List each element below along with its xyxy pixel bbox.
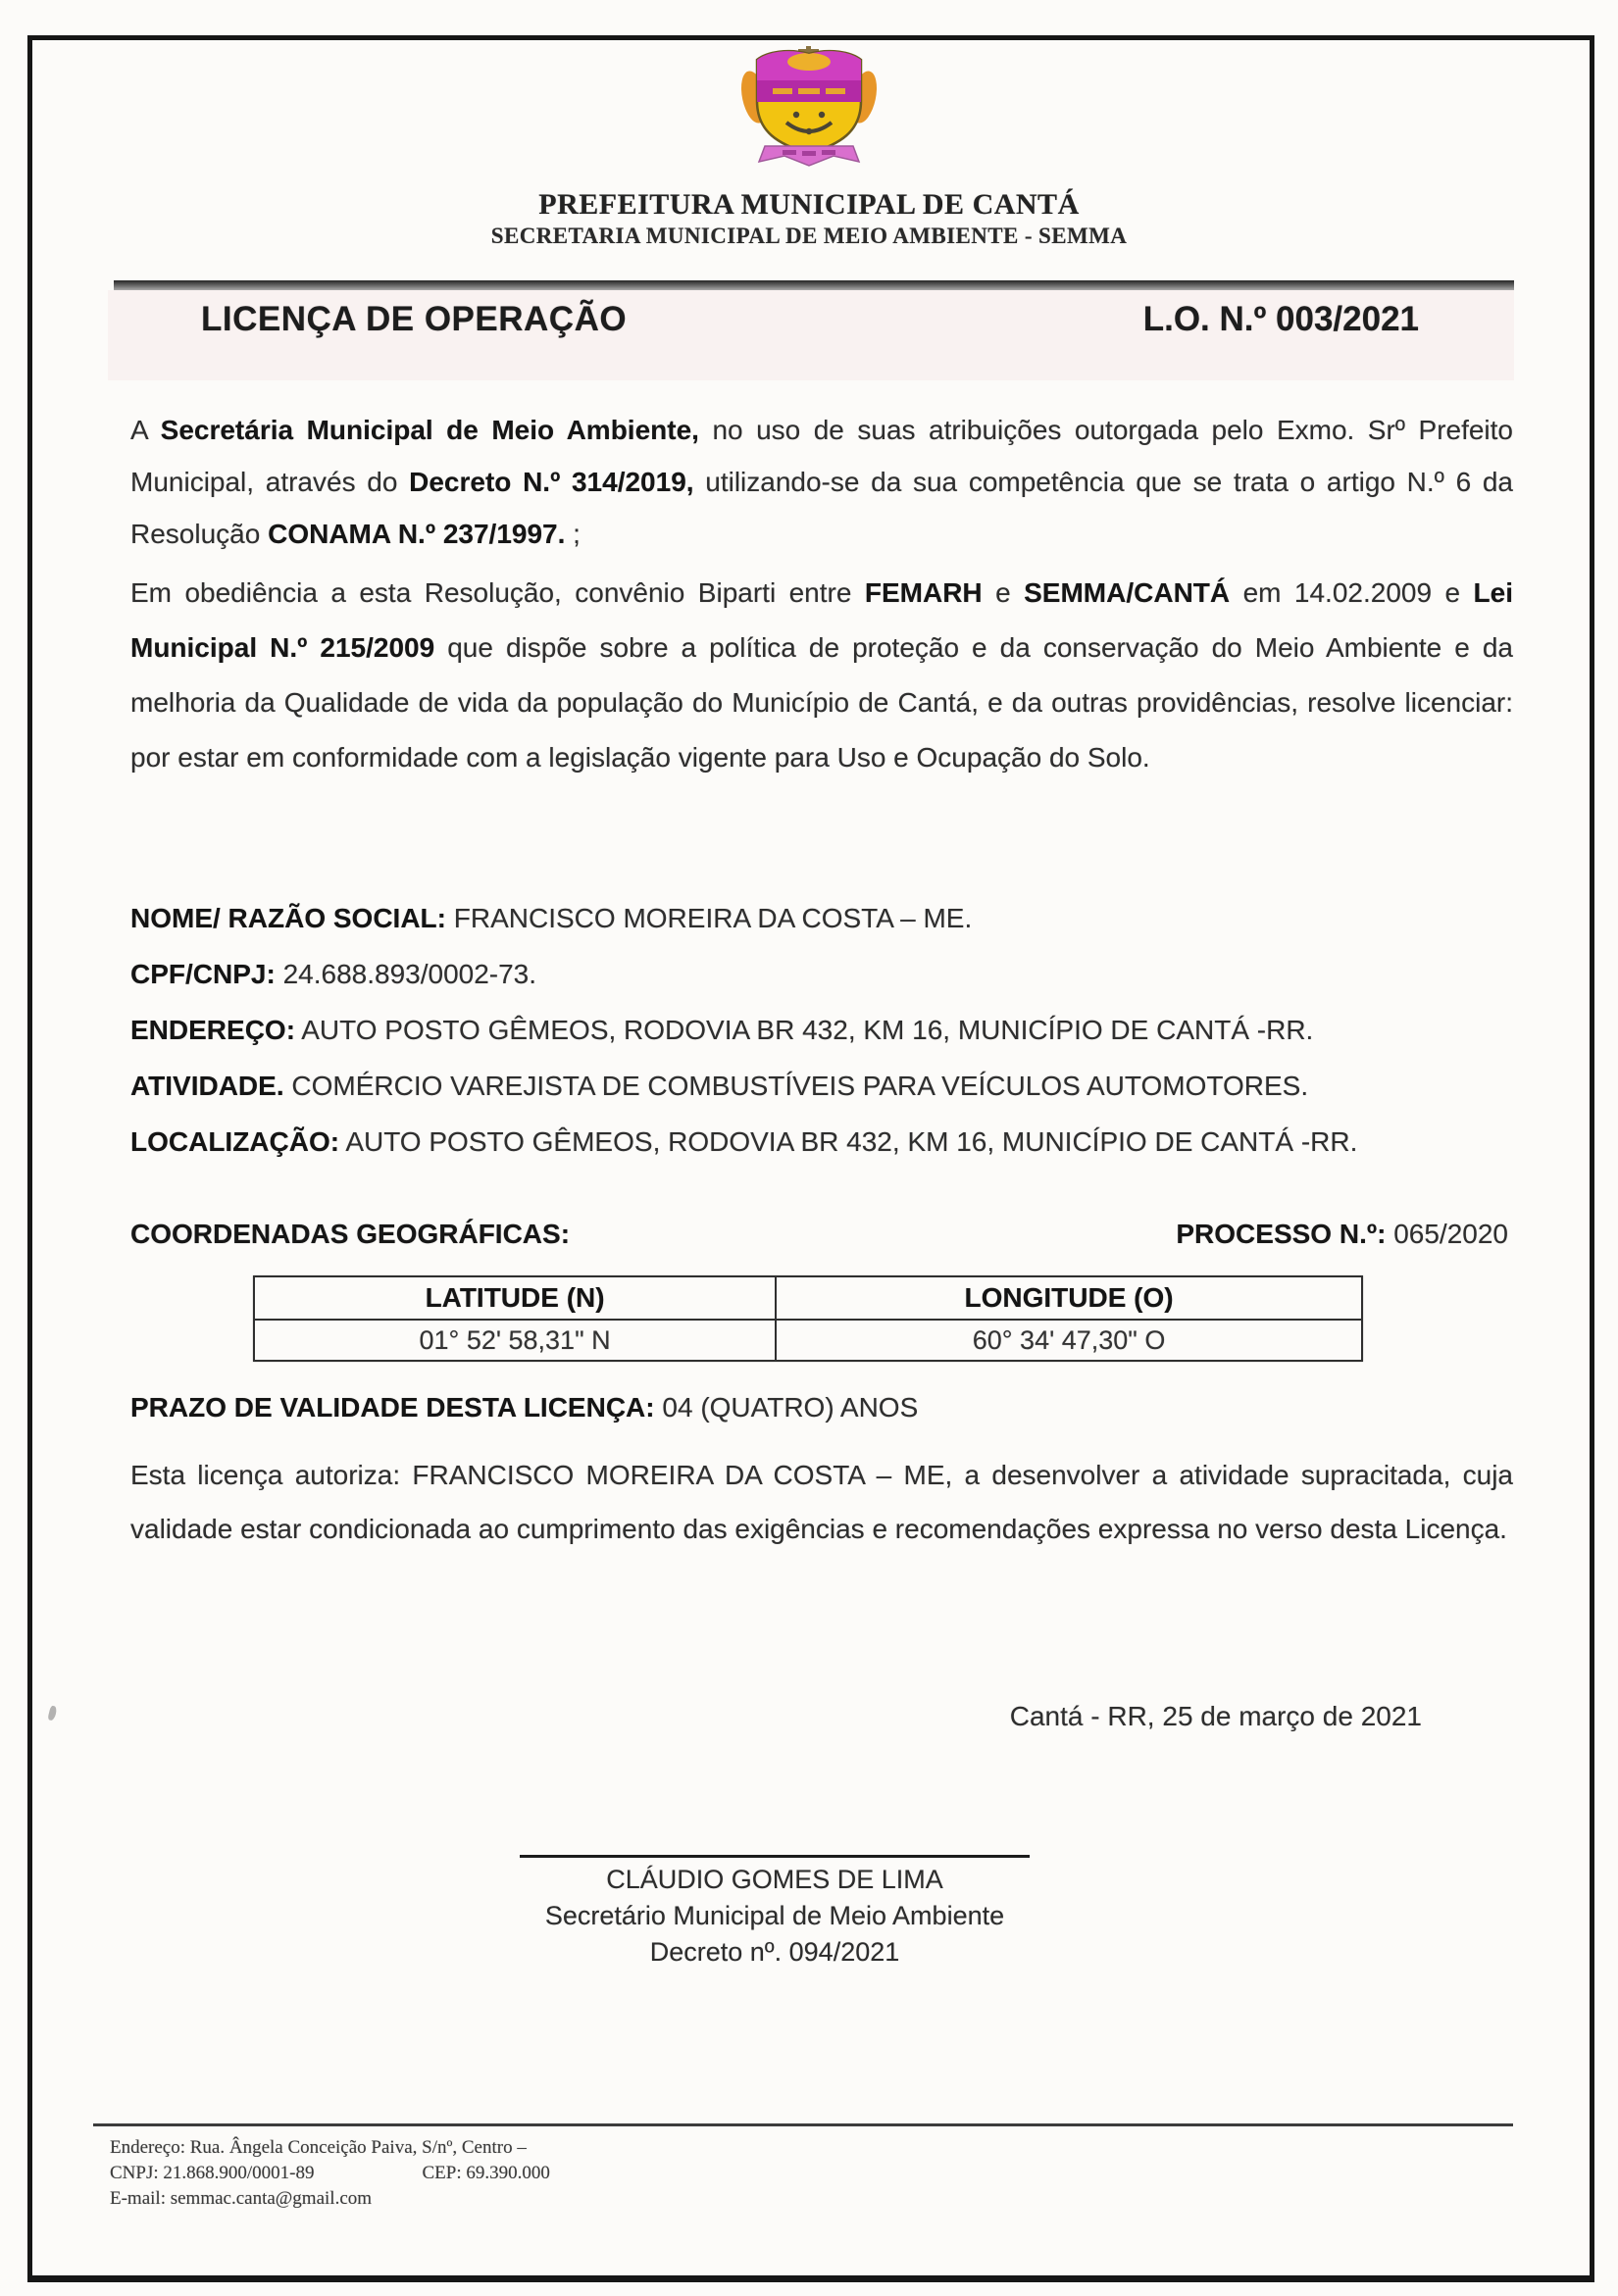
- org-name: PREFEITURA MUNICIPAL DE CANTÁ: [538, 188, 1080, 221]
- validity-value: 04 (QUATRO) ANOS: [654, 1392, 919, 1423]
- dateline: Cantá - RR, 25 de março de 2021: [1009, 1701, 1422, 1731]
- field-value: FRANCISCO MOREIRA DA COSTA – ME.: [446, 903, 973, 933]
- paragraph-segment-bold: Decreto N.º 314/2019,: [409, 467, 694, 497]
- field-row-razao-social: [130, 890, 1513, 946]
- paragraph-segment-bold: FEMARH: [864, 577, 983, 608]
- paragraph-segment-bold: Secretária Municipal de Meio Ambiente,: [160, 415, 699, 445]
- process-number-value: 065/2020: [1386, 1219, 1508, 1249]
- latitude-header: LATITUDE (N): [255, 1277, 775, 1321]
- paragraph-segment: que dispõe sobre a política de proteção e da conservação do Meio Ambiente e da melhoria da Qualidade de vida da população do Município de Cantá, e da outras providências, resolve licenciar: por estar em conformidade com a legislação vigente para Uso e Ocupação do Solo.: [130, 632, 1514, 773]
- signature-block: [471, 1855, 1079, 1971]
- scan-speck: [47, 1705, 57, 1721]
- field-label: CPF/CNPJ:: [130, 959, 276, 989]
- field-value: AUTO POSTO GÊMEOS, RODOVIA BR 432, KM 16, MUNICÍPIO DE CANTÁ -RR.: [339, 1126, 1358, 1157]
- authorization-paragraph: Esta licença autoriza: FRANCISCO MOREIRA DA COSTA – ME, a desenvolver a atividade supracitada, cuja validade estar condicionada ao cumprimento das exigências e recomendações expressa no verso desta Licença.: [130, 1460, 1513, 1544]
- footer-rule: [93, 2123, 1513, 2126]
- footer-cnpj: CNPJ: 21.868.900/0001-89: [110, 2163, 315, 2183]
- paragraph-segment-bold: SEMMA/CANTÁ: [1024, 577, 1231, 608]
- identification-fields: [130, 890, 1513, 1170]
- signatory-decree: Decreto nº. 094/2021: [649, 1937, 900, 1967]
- paragraph-segment: utilizando-se da sua competência que se trata o artigo N.º 6 da Resolução: [130, 467, 1513, 549]
- process-number-label: PROCESSO N.º:: [1176, 1219, 1387, 1249]
- field-label: ATIVIDADE.: [130, 1071, 284, 1101]
- intro-paragraph-1: [130, 404, 1513, 560]
- validity-line: [130, 1392, 918, 1423]
- org-dept: SECRETARIA MUNICIPAL DE MEIO AMBIENTE - SEMMA: [490, 224, 1128, 248]
- field-value: AUTO POSTO GÊMEOS, RODOVIA BR 432, KM 16, MUNICÍPIO DE CANTÁ -RR.: [295, 1015, 1314, 1045]
- coat-of-arms-logo: [737, 45, 881, 175]
- signatory-role: Secretário Municipal de Meio Ambiente: [544, 1901, 1005, 1930]
- paragraph-segment: ;: [565, 519, 581, 549]
- footer-cep: CEP: 69.390.000: [422, 2163, 550, 2183]
- field-row-cpf-cnpj: [130, 946, 1513, 1002]
- paragraph-segment-bold: Lei Municipal N.º 215/2009: [130, 577, 1513, 663]
- coordinates-table: [253, 1275, 1363, 1362]
- license-title: LICENÇA DE OPERAÇÃO: [201, 300, 628, 338]
- intro-paragraph-2: [130, 566, 1513, 785]
- field-row-atividade: [130, 1058, 1513, 1114]
- signatory-name: CLÁUDIO GOMES DE LIMA: [606, 1865, 943, 1894]
- field-label: LOCALIZAÇÃO:: [130, 1126, 340, 1157]
- field-value: COMÉRCIO VAREJISTA DE COMBUSTÍVEIS PARA VEÍCULOS AUTOMOTORES.: [283, 1071, 1309, 1101]
- longitude-value: 60° 34' 47,30" O: [775, 1321, 1361, 1360]
- field-row-endereco: [130, 1002, 1513, 1058]
- field-row-localizacao: [130, 1114, 1513, 1170]
- signature-rule: [520, 1855, 1030, 1858]
- process-number: [1176, 1219, 1508, 1250]
- field-value: 24.688.893/0002-73.: [275, 959, 537, 989]
- coordinates-heading: COORDENADAS GEOGRÁFICAS:: [130, 1219, 571, 1249]
- paragraph-segment: Em obediência a esta Resolução, convênio Biparti entre: [130, 577, 865, 608]
- paragraph-segment-bold: CONAMA N.º 237/1997.: [268, 519, 566, 549]
- license-number: L.O. N.º 003/2021: [1142, 300, 1419, 338]
- paragraph-segment: no uso de suas atribuições outorgada pelo Exmo. Srº Prefeito Municipal, através do: [130, 415, 1514, 497]
- footer-block: [110, 2135, 992, 2212]
- paragraph-segment: em 14.02.2009 e: [1230, 577, 1474, 608]
- title-divider-rule: [114, 280, 1514, 290]
- footer-address: Endereço: Rua. Ângela Conceição Paiva, S/nº, Centro –: [110, 2137, 527, 2158]
- paragraph-segment: A: [130, 415, 161, 445]
- validity-label: PRAZO DE VALIDADE DESTA LICENÇA:: [130, 1392, 655, 1423]
- field-label: NOME/ RAZÃO SOCIAL:: [130, 903, 446, 933]
- footer-email: E-mail: semmac.canta@gmail.com: [110, 2188, 373, 2209]
- field-label: ENDEREÇO:: [130, 1015, 296, 1045]
- footer-registry-line: [110, 2161, 992, 2186]
- paragraph-segment: e: [982, 577, 1025, 608]
- longitude-header: LONGITUDE (O): [775, 1277, 1361, 1321]
- latitude-value: 01° 52' 58,31" N: [419, 1324, 611, 1355]
